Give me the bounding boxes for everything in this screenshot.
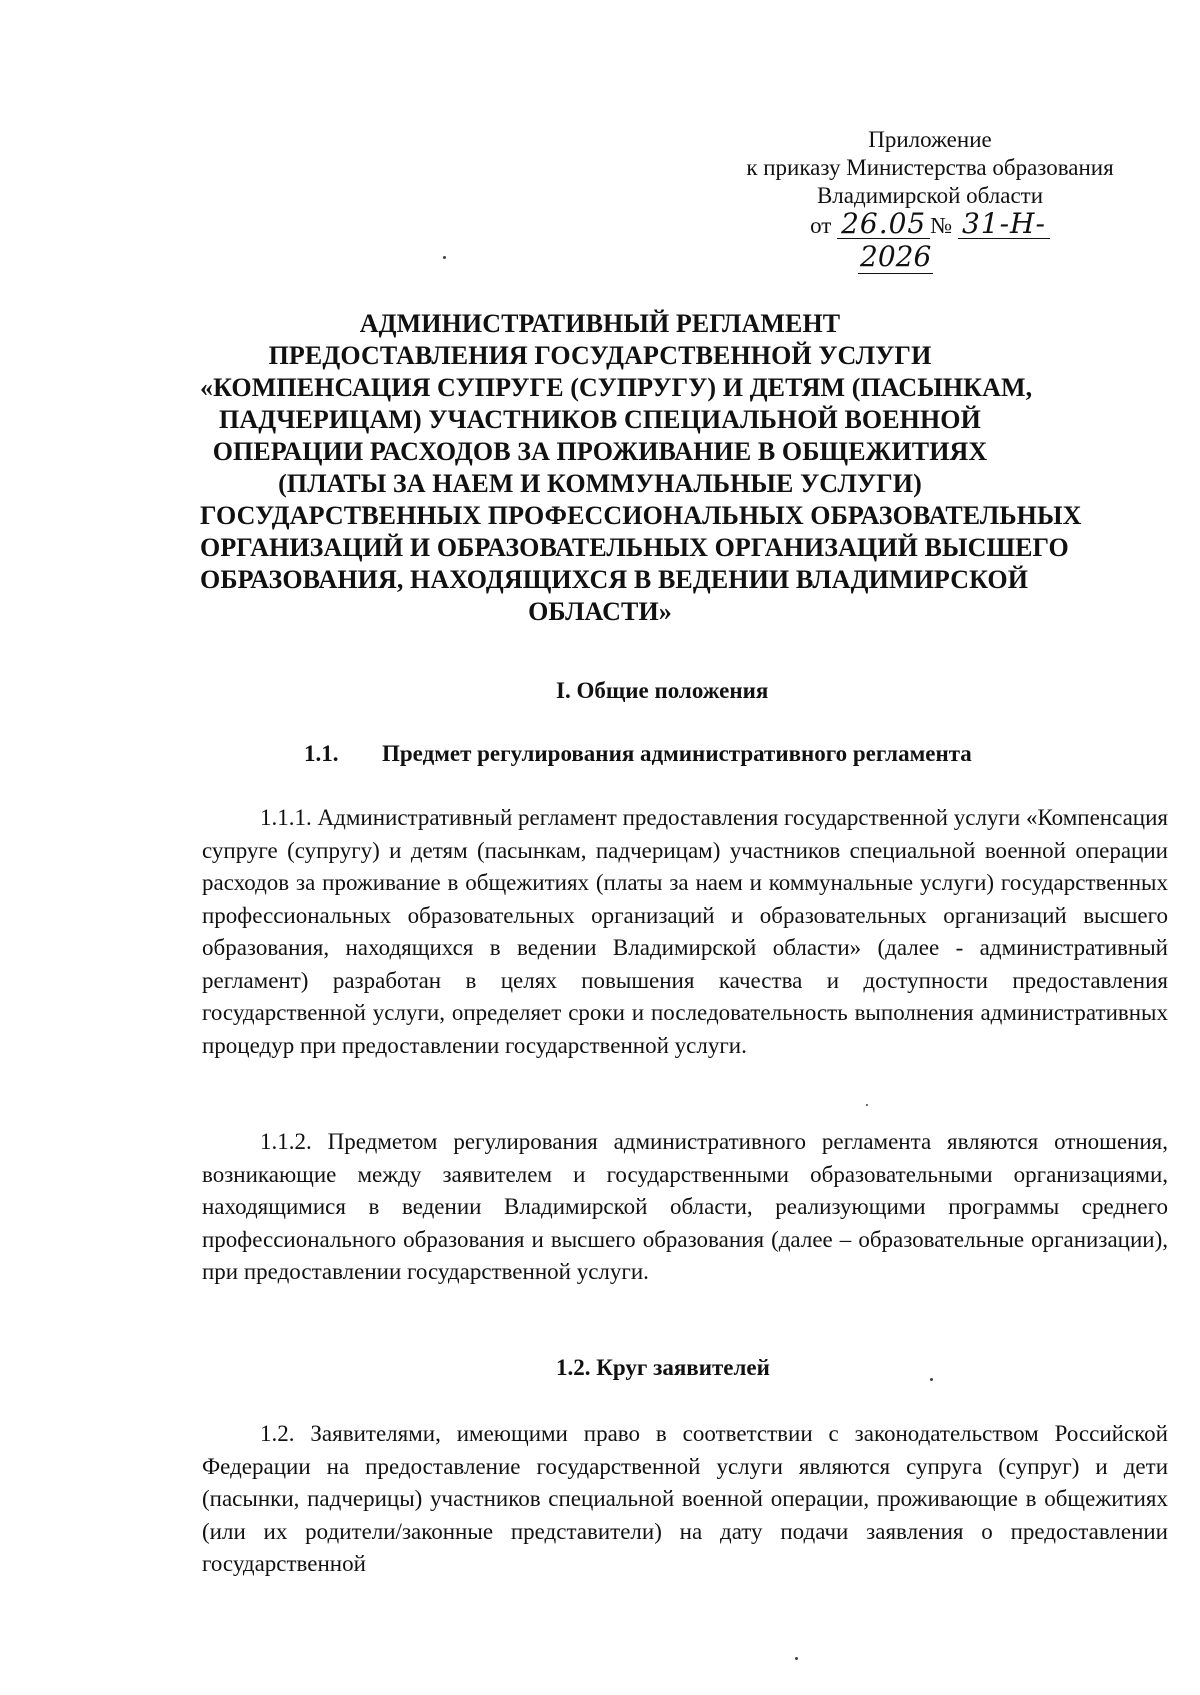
subsection-heading-subject [304, 740, 972, 768]
title-line: ПРЕДОСТАВЛЕНИЯ ГОСУДАРСТВЕННОЙ УСЛУГИ [268, 341, 932, 370]
appendix-date-number [720, 207, 1140, 240]
title-line: «КОМПЕНСАЦИЯ СУПРУГЕ (СУПРУГУ) И ДЕТЯМ (ПАСЫНКАМ, [200, 373, 1033, 402]
scan-speck [795, 1657, 798, 1660]
title-line: АДМИНИСТРАТИВНЫЙ РЕГЛАМЕНТ [359, 309, 841, 338]
scan-speck [866, 1104, 868, 1106]
paragraph-1-1-2: 1.1.2. Предметом регулирования административного регламента являются отношения, возникающие между заявителем и государственными образовательными организациями, находящимися в ведении Владимирской области, реализующими программы среднего профессионального образования и высшего образования (далее – образовательные организации), при предоставлении государственной услуги. [202, 1129, 1168, 1284]
title-line: ПАДЧЕРИЦАМ) УЧАСТНИКОВ СПЕЦИАЛЬНОЙ ВОЕННОЙ [219, 405, 981, 434]
subsection-number: 1.1. [304, 741, 339, 766]
handwritten-number: 31-Н- [958, 210, 1050, 239]
scan-speck [443, 256, 446, 259]
subsection-heading-applicants: 1.2. Круг заявителей [556, 1355, 770, 1380]
paragraph-1-2: 1.2. Заявителями, имеющими право в соответствии с законодательством Российской Федерации на предоставление государственной услуги являются супруга (супруг) и дети (пасынки, падчерицы) участников специальной военной операции, проживающие в общежитиях (или их родители/законные представители) на дату подачи заявления о предоставлении государственной [202, 1421, 1168, 1576]
handwritten-year: 2026 [860, 240, 932, 273]
scan-speck [930, 1378, 933, 1381]
title-line: ГОСУДАРСТВЕННЫХ ПРОФЕССИОНАЛЬНЫХ ОБРАЗОВАТЕЛЬНЫХ [200, 501, 1082, 530]
paragraph-1-1-1: 1.1.1. Административный регламент предоставления государственной услуги «Компенсация супруге (супругу) и детям (пасынкам, падчерицам) участников специальной военной операции расходов за проживание в общежитиях (платы за наем и коммунальные услуги) государственных профессиональных образовательных организаций и образовательных организаций высшего образования, находящихся в ведении Владимирской области» (далее - административный регламент) разработан в целях повышения качества и доступности предоставления государственной услуги, определяет сроки и последовательность выполнения административных процедур при предоставлении государственной услуги. [202, 805, 1168, 1058]
section-heading-general: I. Общие положения [556, 678, 769, 703]
appendix-order-ref: к приказу Министерства образования [746, 155, 1114, 180]
title-line: ОБРАЗОВАНИЯ, НАХОДЯЩИХСЯ В ВЕДЕНИИ ВЛАДИМИРСКОЙ [200, 565, 1029, 594]
number-prefix: № [930, 213, 953, 238]
title-line: ОПЕРАЦИИ РАСХОДОВ ЗА ПРОЖИВАНИЕ В ОБЩЕЖИТИЯХ [212, 437, 988, 466]
appendix-label: Приложение [868, 127, 992, 152]
appendix-block [720, 126, 1140, 240]
date-prefix: от [810, 213, 832, 238]
title-line: ОРГАНИЗАЦИЙ И ОБРАЗОВАТЕЛЬНЫХ ОРГАНИЗАЦИЙ ВЫСШЕГО [200, 533, 1069, 562]
subsection-title: Предмет регулирования административного регламента [382, 741, 972, 766]
title-line: (ПЛАТЫ ЗА НАЕМ И КОММУНАЛЬНЫЕ УСЛУГИ) [278, 469, 922, 498]
appendix-region: Владимирской области [816, 183, 1044, 208]
title-line: ОБЛАСТИ» [528, 597, 672, 626]
document-title [200, 308, 1082, 628]
handwritten-date: 26.05 [837, 210, 930, 239]
